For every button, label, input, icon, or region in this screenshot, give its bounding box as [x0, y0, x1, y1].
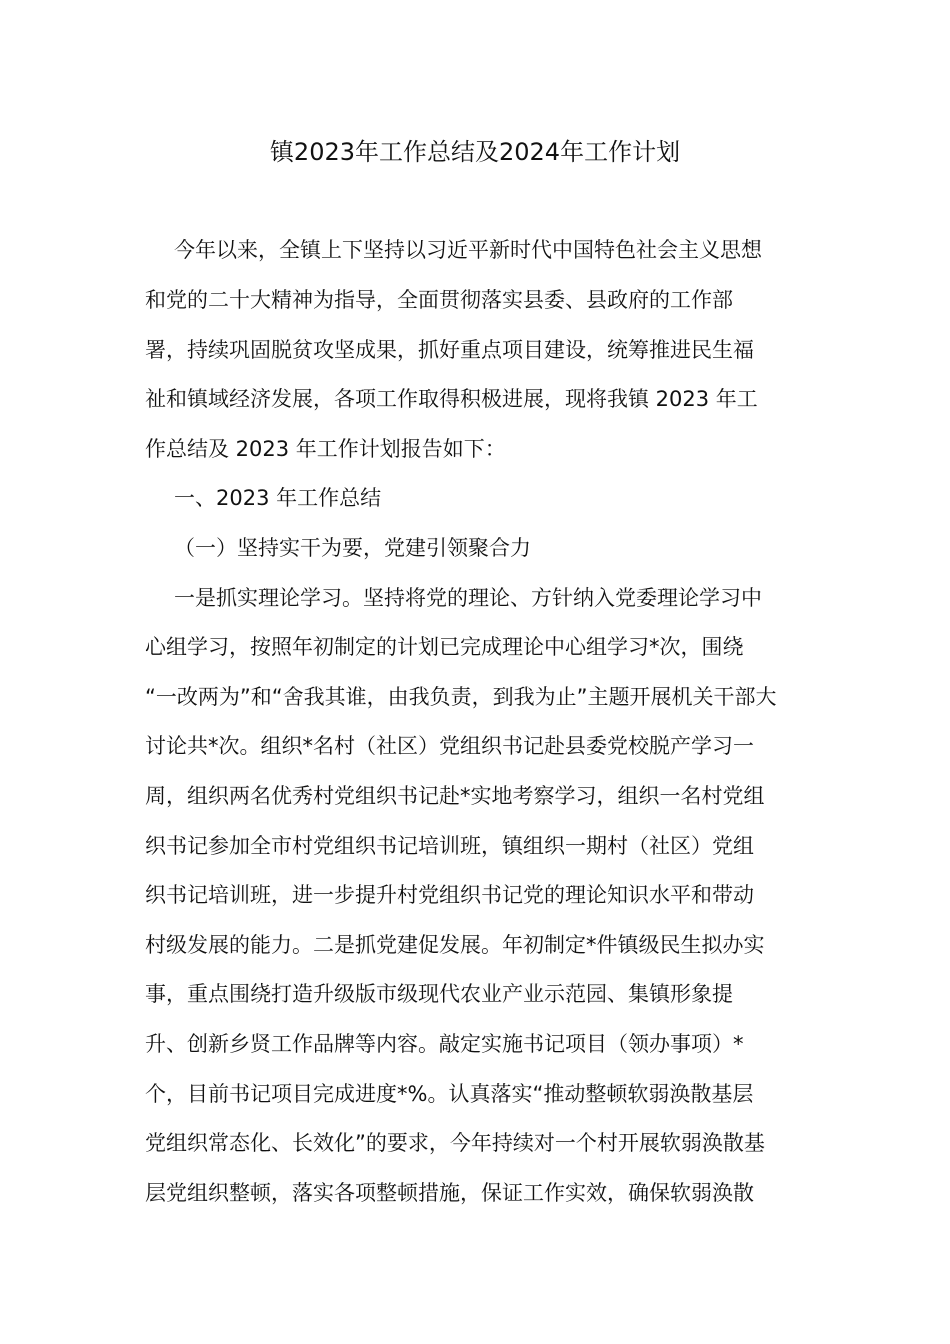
section-heading: 一、2023 年工作总结 [174, 486, 382, 510]
body-line: 织书记培训班，进一步提升村党组织书记党的理论知识水平和带动 [145, 883, 754, 907]
body-line: 作总结及 2023 年工作计划报告如下： [145, 437, 506, 461]
body-line: 事，重点围绕打造升级版市级现代农业产业示范园、集镇形象提 [145, 982, 733, 1006]
body-line: 署，持续巩固脱贫攻坚成果，抓好重点项目建设，统筹推进民生福 [145, 338, 754, 362]
body-line: 讨论共*次。组织*名村（社区）党组织书记赴县委党校脱产学习一 [145, 734, 754, 758]
body-line: 一是抓实理论学习。坚持将党的理论、方针纳入党委理论学习中 [174, 586, 762, 610]
body-line: 党组织常态化、长效化”的要求，今年持续对一个村开展软弱涣散基 [145, 1131, 765, 1155]
subsection-heading: （一）坚持实干为要，党建引领聚合力 [174, 536, 531, 560]
body-line: 今年以来，全镇上下坚持以习近平新时代中国特色社会主义思想 [174, 238, 762, 262]
body-line: 和党的二十大精神为指导，全面贯彻落实县委、县政府的工作部 [145, 288, 733, 312]
document-title: 镇2023年工作总结及2024年工作计划 [269, 138, 681, 166]
body-line: 心组学习，按照年初制定的计划已完成理论中心组学习*次，围绕 [145, 635, 744, 659]
body-line: “一改两为”和“舍我其谁，由我负责，到我为止”主题开展机关干部大 [145, 685, 777, 709]
body-line: 升、创新乡贤工作品牌等内容。敲定实施书记项目（领办事项）* [145, 1032, 744, 1056]
body-line: 周，组织两名优秀村党组织书记赴*实地考察学习，组织一名村党组 [145, 784, 765, 808]
body-line: 织书记参加全市村党组织书记培训班，镇组织一期村（社区）党组 [145, 834, 754, 858]
body-line: 层党组织整顿，落实各项整顿措施，保证工作实效，确保软弱涣散 [145, 1181, 754, 1205]
body-line: 个，目前书记项目完成进度*%。认真落实“推动整顿软弱涣散基层 [145, 1082, 754, 1106]
body-line: 祉和镇域经济发展，各项工作取得积极进展，现将我镇 2023 年工 [145, 387, 758, 411]
body-line: 村级发展的能力。二是抓党建促发展。年初制定*件镇级民生拟办实 [145, 933, 765, 957]
